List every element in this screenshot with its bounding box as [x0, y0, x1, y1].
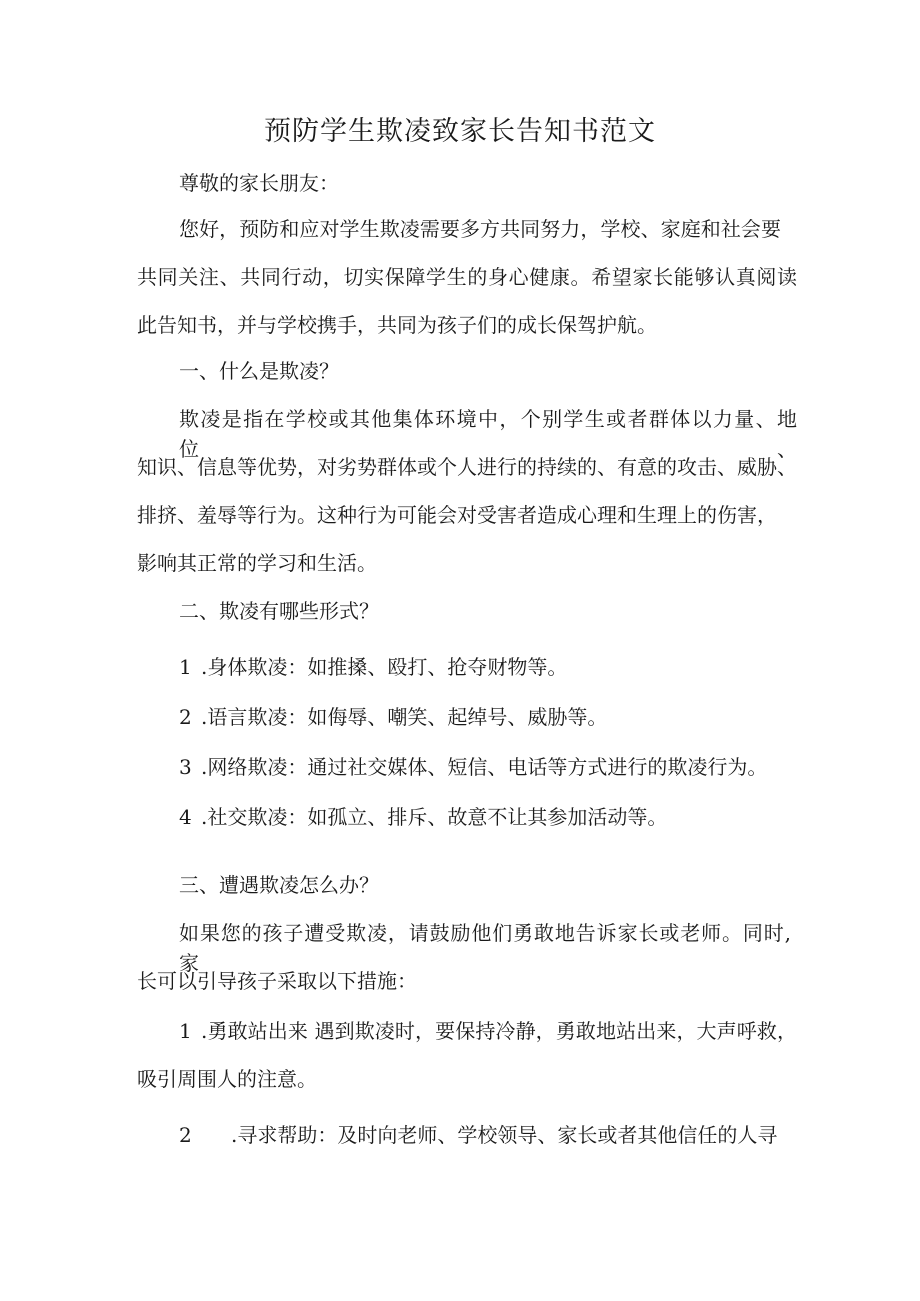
intro-line-2: 共同关注、共同行动，切实保障学生的身心健康。希望家长能够认真阅读	[137, 265, 797, 289]
list-item	[179, 752, 767, 782]
section-2-heading: 二、欺凌有哪些形式？	[179, 599, 379, 623]
list-item-number: 2	[179, 705, 192, 729]
list-item-text: .语言欺凌：如侮辱、嘲笑、起绰号、威胁等。	[201, 705, 608, 729]
list-item-number: 4	[179, 805, 192, 829]
list-item-continuation: 吸引周围人的注意。	[137, 1067, 317, 1091]
section-3-intro-line-1: 如果您的孩子遭受欺凌，请鼓励他们勇敢地告诉家长或老师。同时, 家	[179, 921, 791, 975]
list-item	[179, 652, 567, 682]
list-item-number: 1	[179, 1019, 192, 1043]
list-item-number: 2	[179, 1123, 192, 1147]
list-item-text: .寻求帮助：及时向老师、学校领导、家长或者其他信任的人寻	[231, 1123, 778, 1147]
section-1-line-2: 知识、信息等优势，对劣势群体或个人进行的持续的、有意的攻击、威胁、	[137, 455, 797, 479]
list-item-text: .勇敢站出来 遇到欺凌时，要保持冷静，勇敢地站出来，大声呼救，	[201, 1019, 797, 1043]
section-1-line-4: 影响其正常的学习和生活。	[137, 551, 377, 575]
list-item	[179, 702, 607, 732]
intro-line-3: 此告知书，并与学校携手，共同为孩子们的成长保驾护航。	[137, 313, 657, 337]
list-item-number: 3	[179, 755, 192, 779]
document-title: 预防学生欺凌致家长告知书范文	[264, 116, 656, 147]
section-1-line-1: 欺凌是指在学校或其他集体环境中，个别学生或者群体以力量、地位、	[179, 407, 797, 461]
intro-line-1: 您好，预防和应对学生欺凌需要多方共同努力，学校、家庭和社会要	[179, 217, 781, 241]
section-1-heading: 一、什么是欺凌？	[179, 359, 339, 383]
list-item-number: 1	[179, 655, 192, 679]
list-item	[179, 802, 667, 832]
list-item-text: .网络欺凌：通过社交媒体、短信、电话等方式进行的欺凌行为。	[201, 755, 768, 779]
section-3-heading: 三、遭遇欺凌怎么办？	[179, 873, 379, 897]
section-3-intro-line-2: 长可以引导孩子采取以下措施：	[137, 969, 417, 993]
list-item	[179, 1016, 797, 1046]
salutation: 尊敬的家长朋友：	[179, 171, 339, 195]
section-1-line-3: 排挤、羞辱等行为。这种行为可能会对受害者造成心理和生理上的伤害，	[137, 503, 777, 527]
list-item	[179, 1120, 777, 1150]
list-item-text: .身体欺凌：如推搡、殴打、抢夺财物等。	[201, 655, 568, 679]
list-item-text: .社交欺凌：如孤立、排斥、故意不让其参加活动等。	[201, 805, 668, 829]
